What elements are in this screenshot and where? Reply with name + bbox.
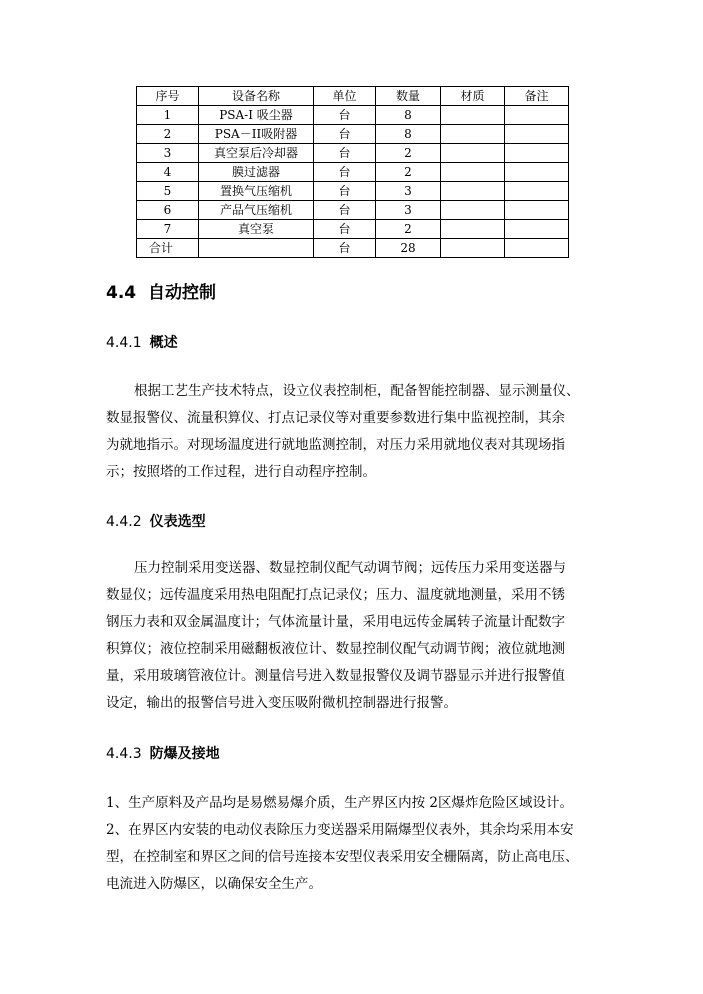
- cell-equipment-name: 置换气压缩机: [199, 182, 314, 201]
- cell-unit: 台: [314, 125, 376, 144]
- cell-index: 3: [137, 144, 199, 163]
- cell-material: [441, 220, 505, 239]
- table-row: [137, 106, 569, 125]
- header-material: 材质: [441, 87, 505, 106]
- subsection-heading-overview: [106, 333, 178, 353]
- cell-unit: 台: [314, 239, 376, 258]
- cell-material: [441, 182, 505, 201]
- cell-material: [441, 106, 505, 125]
- cell-quantity: 8: [376, 125, 441, 144]
- subsection-number: 4.4.1: [106, 335, 142, 351]
- table-row: [137, 125, 569, 144]
- table-row: [137, 220, 569, 239]
- cell-unit: 台: [314, 220, 376, 239]
- explosion-proof-paragraph: [106, 790, 588, 898]
- cell-remarks: [505, 201, 569, 220]
- cell-equipment-name: 真空泵: [199, 220, 314, 239]
- subsection-heading-explosion-proof: [106, 744, 220, 764]
- cell-remarks: [505, 144, 569, 163]
- cell-equipment-name: 膜过滤器: [199, 163, 314, 182]
- subsection-title: 概述: [149, 335, 178, 351]
- paragraph-line: 设定，输出的报警信号进入变压吸附微机控制器进行报警。: [106, 695, 457, 711]
- equipment-table: [136, 86, 569, 258]
- cell-remarks: [505, 106, 569, 125]
- cell-total-quantity: 28: [376, 239, 441, 258]
- paragraph-line: 钢压力表和双金属温度计；气体流量计量，采用电远传金属转子流量计配数字: [106, 614, 565, 630]
- paragraph-line: 积算仪；液位控制采用磁翻板液位计、数显控制仪配气动调节阀；液位就地测: [106, 641, 565, 657]
- header-quantity: 数量: [376, 87, 441, 106]
- table-row: [137, 201, 569, 220]
- section-heading-auto-control: [106, 282, 216, 304]
- cell-total-label: 合计: [137, 239, 199, 258]
- subsection-number: 4.4.3: [106, 746, 142, 762]
- cell-material: [441, 144, 505, 163]
- header-unit: 单位: [314, 87, 376, 106]
- paragraph-line: 电流进入防爆区，以确保安全生产。: [106, 876, 322, 892]
- cell-unit: 台: [314, 182, 376, 201]
- cell-unit: 台: [314, 144, 376, 163]
- cell-quantity: 3: [376, 182, 441, 201]
- cell-index: 1: [137, 106, 199, 125]
- cell-index: 6: [137, 201, 199, 220]
- cell-remarks: [505, 125, 569, 144]
- header-index: 序号: [137, 87, 199, 106]
- cell-equipment-name: 真空泵后冷却器: [199, 144, 314, 163]
- cell-index: 2: [137, 125, 199, 144]
- table-row: [137, 163, 569, 182]
- cell-equipment-name: [199, 239, 314, 258]
- overview-paragraph: [106, 378, 588, 486]
- cell-remarks: [505, 239, 569, 258]
- instrument-selection-paragraph: [106, 555, 588, 717]
- cell-index: 4: [137, 163, 199, 182]
- cell-remarks: [505, 163, 569, 182]
- cell-unit: 台: [314, 163, 376, 182]
- paragraph-line: 型，在控制室和界区之间的信号连接本安型仪表采用安全栅隔离，防止高电压、: [106, 849, 579, 865]
- cell-equipment-name: PSA-I 吸尘器: [199, 106, 314, 125]
- cell-index: 5: [137, 182, 199, 201]
- cell-unit: 台: [314, 201, 376, 220]
- paragraph-line: 2、在界区内安装的电动仪表除压力变送器采用隔爆型仪表外，其余均采用本安: [106, 822, 574, 838]
- subsection-heading-instrument-selection: [106, 512, 206, 532]
- cell-material: [441, 239, 505, 258]
- cell-quantity: 2: [376, 144, 441, 163]
- table-header-row: [137, 87, 569, 106]
- cell-quantity: 2: [376, 220, 441, 239]
- cell-unit: 台: [314, 106, 376, 125]
- cell-quantity: 8: [376, 106, 441, 125]
- header-remarks: 备注: [505, 87, 569, 106]
- cell-remarks: [505, 182, 569, 201]
- cell-index: 7: [137, 220, 199, 239]
- header-equipment-name: 设备名称: [199, 87, 314, 106]
- section-number: 4.4: [106, 283, 137, 303]
- paragraph-line: 根据工艺生产技术特点，设立仪表控制柜，配备智能控制器、显示测量仪、: [134, 383, 580, 399]
- subsection-number: 4.4.2: [106, 514, 142, 530]
- table-total-row: [137, 239, 569, 258]
- paragraph-line: 示；按照塔的工作过程，进行自动程序控制。: [106, 464, 376, 480]
- cell-material: [441, 163, 505, 182]
- paragraph-line: 数显仪；远传温度采用热电阻配打点记录仪；压力、温度就地测量，采用不锈: [106, 587, 565, 603]
- paragraph-line: 量，采用玻璃管液位计。测量信号进入数显报警仪及调节器显示并进行报警值: [106, 668, 565, 684]
- section-title: 自动控制: [148, 283, 217, 303]
- table-row: [137, 144, 569, 163]
- cell-equipment-name: PSA－II吸附器: [199, 125, 314, 144]
- cell-remarks: [505, 220, 569, 239]
- paragraph-line: 压力控制采用变送器、数显控制仪配气动调节阀；远传压力采用变送器与: [134, 560, 566, 576]
- subsection-title: 防爆及接地: [149, 746, 220, 762]
- paragraph-line: 1、生产原料及产品均是易燃易爆介质，生产界区内按 2区爆炸危险区域设计。: [106, 795, 573, 811]
- cell-equipment-name: 产品气压缩机: [199, 201, 314, 220]
- cell-quantity: 3: [376, 201, 441, 220]
- subsection-title: 仪表选型: [149, 514, 206, 530]
- cell-material: [441, 125, 505, 144]
- table-row: [137, 182, 569, 201]
- cell-quantity: 2: [376, 163, 441, 182]
- paragraph-line: 数显报警仪、流量积算仪、打点记录仪等对重要参数进行集中监视控制，其余: [106, 410, 565, 426]
- cell-material: [441, 201, 505, 220]
- paragraph-line: 为就地指示。对现场温度进行就地监测控制，对压力采用就地仪表对其现场指: [106, 437, 565, 453]
